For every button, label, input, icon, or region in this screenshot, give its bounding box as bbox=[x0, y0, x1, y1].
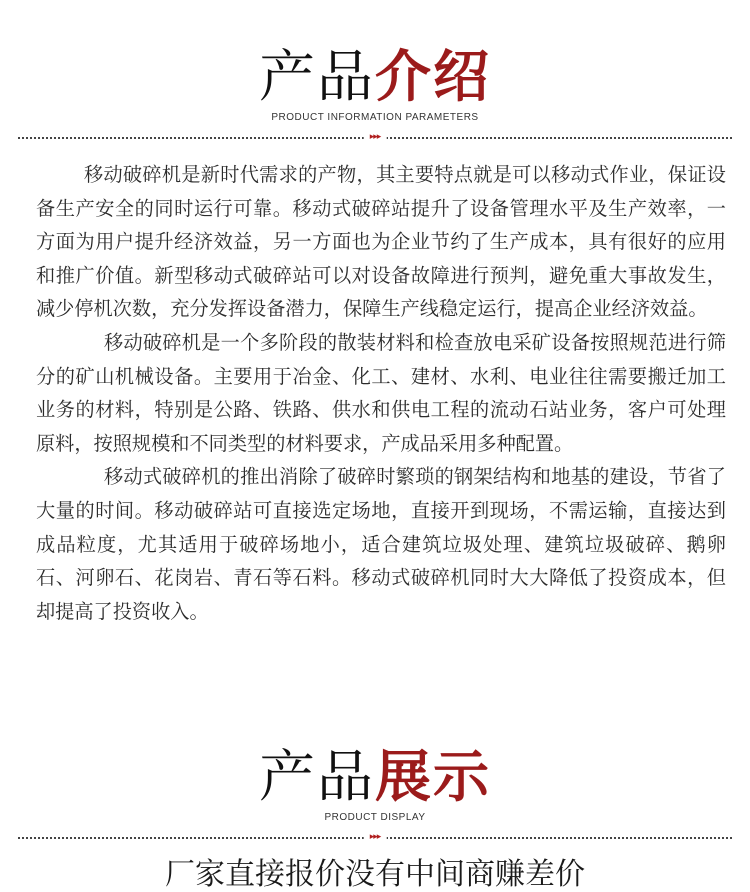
intro-title-black: 产品 bbox=[259, 45, 375, 110]
intro-divider-arrows-icon: ▸▸▸ bbox=[364, 130, 387, 144]
display-subtitle: PRODUCT DISPLAY bbox=[324, 812, 426, 823]
intro-body bbox=[36, 158, 726, 628]
display-title-red: 展示 bbox=[375, 745, 491, 810]
intro-section-header bbox=[0, 45, 750, 143]
intro-title bbox=[0, 45, 750, 110]
display-divider-arrows-icon: ▸▸▸ bbox=[364, 830, 387, 844]
intro-paragraph-3: 移动式破碎机的推出消除了破碎时繁琐的钢架结构和地基的建设，节省了大量的时间。移动破碎站可直接选定场地，直接开到现场，不需运输，直接达到成品粒度，尤其适用于破碎场地小，适合建筑垃圾处理、建筑垃圾破碎、鹅卵石、河卵石、花岗岩、青石等石料。移动式破碎机同时大大降低了投资成本，但却提高了投资收入。 bbox=[36, 465, 726, 623]
display-divider bbox=[18, 833, 732, 843]
display-title bbox=[0, 745, 750, 810]
intro-paragraph-1: 移动破碎机是新时代需求的产物，其主要特点就是可以移动式作业，保证设备生产安全的同时运行可靠。移动式破碎站提升了设备管理水平及生产效率，一方面为用户提升经济效益，另一方面也为企业节约了生产成本，具有很好的应用和推广价值。新型移动式破碎站可以对设备故障进行预判，避免重大事故发生，减少停机次数，充分发挥设备潜力，保障生产线稳定运行，提高企业经济效益。 bbox=[36, 163, 726, 321]
display-section-header bbox=[0, 745, 750, 843]
teaser-line: 厂家直接报价没有中间商赚差价 bbox=[165, 857, 585, 892]
display-title-black: 产品 bbox=[259, 745, 375, 810]
intro-paragraph-2: 移动破碎机是一个多阶段的散装材料和检查放电采矿设备按照规范进行筛分的矿山机械设备。主要用于冶金、化工、建材、水利、电业往往需要搬迁加工业务的材料，特别是公路、铁路、供水和供电工程的流动石站业务，客户可处理原料，按照规模和不同类型的材料要求，产成品采用多种配置。 bbox=[36, 330, 726, 455]
intro-subtitle: PRODUCT INFORMATION PARAMETERS bbox=[271, 112, 479, 123]
intro-title-red: 介绍 bbox=[375, 45, 491, 110]
intro-divider bbox=[18, 133, 732, 143]
